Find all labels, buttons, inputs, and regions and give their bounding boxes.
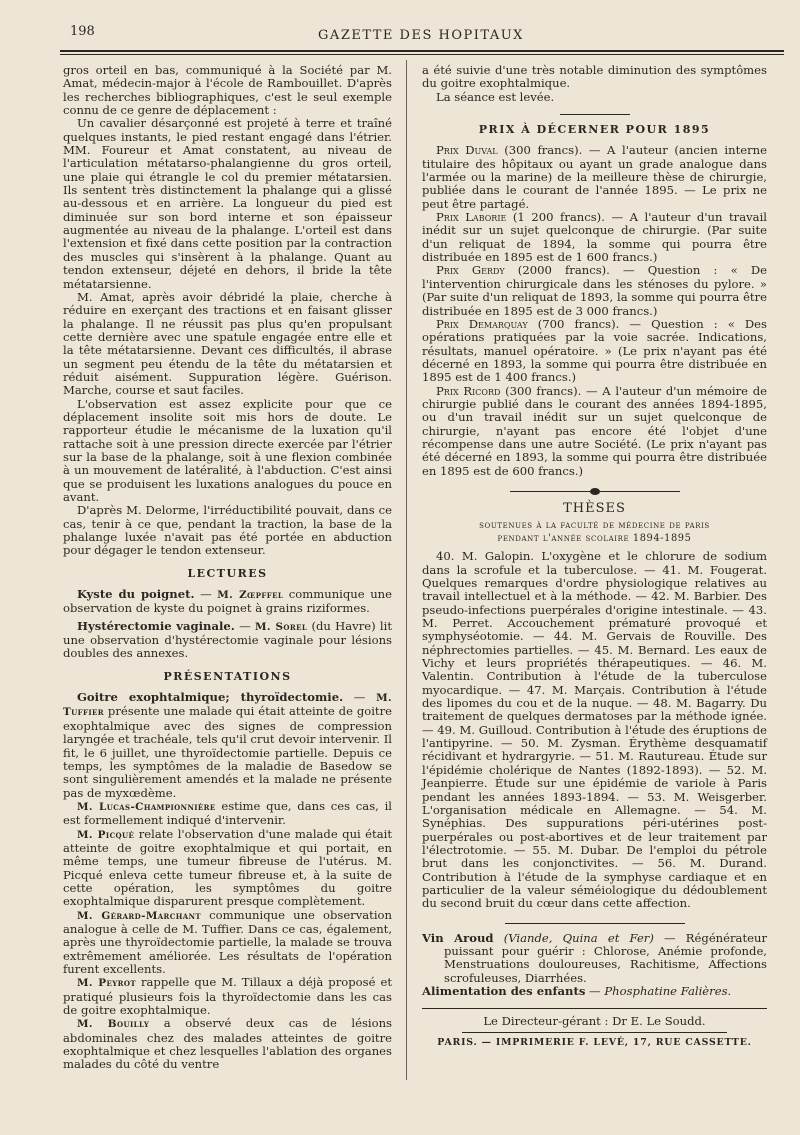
author-name: M. Picqué (77, 828, 135, 841)
paragraph: Un cavalier désarçonné est projeté à terre et traîné quelques instants, le pied restant engagé dans l'étrier. MM. Foureur et Amat constatent, au niveau de l'articulation métatarso-phalangienne du gros orteil, une plaie qui étrangle le col du premier métatarsien. Ils sentent très distinctement la phalange qui a glissé au-dessous et en arrière. La longueur du pied est diminuée sur son bord interne et son épaisseur augmentée au niveau de la phalange. L'orteil est dans l'extension et fixé dans cette position par la contraction des muscles qui s'insèrent à la phalange. Quant au tendon extenseur, déjeté en dehors, il bride la tête métatarsienne. (63, 116, 392, 291)
entry-peyrot: M. Peyrot rappelle que M. Tillaux a déjà proposé et pratiqué plusieurs fois la thyroïdectomie dans les cas de goitre exophtalmique. (63, 975, 392, 1018)
prix-demarquay: Prix Demarquay (700 francs). — Question : « Des opérations pratiquées par la voie sacrée. Indications, résultats, manuel opératoire. » (Le prix n'ayant pas été décerné en 1893, la somme qui pourra être distribuée en 1895 est de 1 400 francs.) (422, 316, 767, 385)
paragraph: gros orteil en bas, communiqué à la Société par M. Amat, médecin-major à l'école de Rambouillet. D'après les recherches bibliographiques, c'est le seul exemple connu de ce genre de déplacement : (63, 63, 392, 118)
author-name: M. Gérard-Marchant (77, 909, 201, 922)
ad-rule (505, 923, 685, 924)
prize-name: Prix Duval (436, 143, 498, 158)
journal-title: GAZETTE DES HOPITAUX (318, 28, 524, 43)
author-name: M. Sorel (254, 620, 308, 633)
paragraph: L'observation est assez explicite pour que ce déplacement insolite soit mis hors de doute. Le rapporteur étudie le mécanisme de la luxation qu'il rattache soit à une pression directe exercée par l'étrier sur la base de la phalange, soit à une flexion combinée à un mouvement de latéralité, à l'abduction. C'est ainsi que se produisent les luxations analogues du pouce en avant. (63, 396, 392, 504)
page-number: 198 (70, 24, 95, 39)
entry-lucas: M. Lucas-Championnière estime que, dans ces cas, il est formellement indiqué d'intervenir. (63, 798, 392, 828)
paragraph: M. Amat, après avoir débridé la plaie, cherche à réduire en exerçant des tractions et en faisant glisser la phalange. Il ne réussit pas plus qu'en propulsant cette dernière avec une spatule engagée entre elle et la tête métatarsienne. Devant ces difficultés, il abrase un segment peu étendu de la tête du métatarsien et réduit aisément. Suppuration légère. Guérison. Marche, course et saut faciles. (63, 289, 392, 398)
section-rule (560, 114, 630, 115)
prize-name: Prix Laborie (436, 210, 507, 225)
author-name: M. Peyrot (77, 977, 136, 990)
footer-rule (422, 1008, 767, 1009)
entry-gerard: M. Gérard-Marchant communique une observation analogue à celle de M. Tuffier. Dans ce cas, également, après une thyroïdectomie partielle, la malade se trouva extrêmement améliorée. Les résultats de l'opération furent excellents. (63, 907, 392, 976)
author-name: M. Lucas-Championnière (77, 800, 216, 813)
author-name: M. Zœpffel (217, 589, 284, 602)
prix-gerdy: Prix Gerdy (2000 francs). — Question : « De l'intervention chirurgicale dans les sténoses du pylore. » (Par suite d'un reliquat de 1893, la somme qui pourra être distribuée en 1895 est de 3 000 francs.) (422, 263, 767, 318)
prize-name: Prix Ricord (436, 383, 501, 398)
managing-director: Le Directeur-gérant : Dr E. Le Soudd. (483, 1014, 706, 1029)
printer-rule (462, 1032, 727, 1033)
page-header (60, 22, 782, 46)
entry-picque: M. Picqué relate l'observation d'une malade qui était atteinte de goitre exophtalmique et qui portait, en même temps, une tumeur fibreuse de l'utérus. M. Picqué enleva cette tumeur fibreuse et, à la suite de cette opération, les symptômes du goitre exophtalmique disparurent presque complètement. (63, 826, 392, 909)
entry-title: Goitre exophtalmique; thyroïdectomie. (77, 690, 344, 705)
theses-subtitle-year: pendant l'année scolaire 1894-1895 (497, 533, 692, 545)
column-divider (406, 60, 407, 1080)
prix-duval: Prix Duval (300 francs). — A l'auteur (ancien interne titulaire des hôpitaux ou ayant un grade analogue dans l'armée ou la marine) de la meilleure thèse de chirurgie, publiée dans le courant de l'année 1895. — Le prix ne peut être partagé. (422, 143, 767, 211)
advert-phosphatine: Alimentation des enfants — Phosphatine Falières. (422, 983, 732, 998)
entry-kyste: Kyste du poignet. — M. Zœpffel communique une observation de kyste du poignet à grains riziformes. (63, 587, 392, 616)
theses-title: THÈSES (563, 500, 626, 516)
advert-title: Alimentation des enfants (422, 983, 586, 998)
paragraph: D'après M. Delorme, l'irréductibilité pouvait, dans ce cas, tenir à ce que, pendant la traction, la base de la phalange luxée n'avait pas été portée en abduction pour dégager le tendon extenseur. (63, 503, 392, 558)
theses-list: 40. M. Galopin. L'oxygène et le chlorure de sodium dans la scrofule et la tuberculose. — 41. M. Fougerat. Quelques remarques d'ordre physiologique relatives au travail intellectuel et à la méthode. — 42. M. Barbier. Des pseudo-infections puerpérales d'origine intestinale. — 43. M. Perret. Accouchement prématuré provoqué et symphyséotomie. — 44. M. Gervais de Rouville. Des néphrectomies partielles. — 45. M. Bernard. Les eaux de Vichy et leurs propriétés thérapeutiques. — 46. M. Valentin. Contribution à l'étude de la tuberculose myocardique. — 47. M. Marçais. Contribution à l'étude des lipomes du cou et de la nuque. — 48. M. Bagarry. Du traitement de quelques dermatoses par la méthode ignée. — 49. M. Guilloud. Contribution à l'étude des éruptions de l'antipyrine. — 50. M. Zysman. Érythème desquamatif récidivant et hydrargyrie. — 51. M. Rautureau. Étude sur l'épidémie cholérique de Nantes (1892-1893). — 52. M. Jeanpierre. Étude sur une épidémie de variole à Paris pendant les années 1893-1894. — 53. M. Weisgerber. L'organisation médicale en Allemagne. — 54. M. Synéphias. Des suppurations péri-utérines post-puerpérales ou post-abortives et de leur traitement par l'électrotomie. — 55. M. Dubar. De l'emploi du pétrole brut dans les conjonctivites. — 56. M. Durand. Contribution à l'étude de la symphyse cardiaque et en particulier de la valeur séméiologique du dédoublement du second bruit du cœur dans cette affection. (422, 549, 767, 911)
entry-goitre: Goitre exophtalmique; thyroïdectomie. — M. Tuffier présente une malade qui était atteinte de goitre exophtalmique avec des signes de compression laryngée et trachéale, tels qu'il crut devoir intervenir. Il fit, le 6 juillet, une thyroïdectomie partielle. Depuis ce temps, les symptômes de la maladie de Basedow se sont singulièrement amendés et la malade ne présente pas de myxœdème. (63, 690, 393, 800)
prix-laborie: Prix Laborie (1 200 francs). — A l'auteur d'un travail inédit sur un sujet quelconque de chirurgie. (Par suite d'un reliquat de 1894, la somme qui pourra être distribuée en 1895 est de 1 600 francs.) (422, 210, 767, 265)
advert-vin-aroud: Vin Aroud (Viande, Quina et Fer) — Régénérateur puissant pour guérir : Chlorose, Anémie profonde, Menstruations douloureuses, Rachitisme, Affections scrofuleuses, Diarrhées. (422, 930, 767, 985)
prize-name: Prix Demarquay (436, 316, 528, 331)
paragraph: La séance est levée. (436, 89, 555, 104)
author-name: M. Tuffier (63, 692, 393, 719)
section-heading-presentations: PRÉSENTATIONS (163, 669, 292, 683)
prize-name: Prix Gerdy (436, 263, 505, 278)
entry-hysterectomie: Hystérectomie vaginale. — M. Sorel (du Havre) lit une observation d'hystérectomie vaginale pour lésions doubles des annexes. (63, 618, 393, 661)
printer-line: PARIS. — IMPRIMERIE F. LEVÉ, 17, RUE CASSETTE. (437, 1036, 752, 1048)
advert-title: Vin Aroud (422, 930, 494, 945)
prix-ricord: Prix Ricord (300 francs). — A l'auteur d'un mémoire de chirurgie publié dans le courant des années 1894-1895, ou d'un travail inédit sur un sujet quelconque de chirurgie, n'ayant pas encore été l'objet d'une récompense dans une autre Société. (Le prix n'ayant pas été décerné en 1893, la somme qui pourra être distribuée en 1895 est de 600 francs.) (422, 383, 767, 478)
author-name: M. Bouilly (77, 1018, 150, 1031)
theses-subtitle: soutenues à la faculté de médecine de paris (479, 520, 710, 532)
left-column (63, 64, 392, 1072)
section-heading-prix: PRIX À DÉCERNER POUR 1895 (478, 123, 711, 137)
entry-title: Hystérectomie vaginale. (77, 618, 235, 633)
header-rule-thin (60, 54, 784, 55)
entry-bouilly: M. Bouilly a observé deux cas de lésions abdominales chez des malades atteintes de goitre exophtalmique et chez lesquelles l'ablation des organes malades du côté du ventre (63, 1016, 392, 1072)
section-heading-lectures: LECTURES (187, 566, 268, 580)
header-rule-thick (60, 50, 784, 52)
paragraph: a été suivie d'une très notable diminution des symptômes du goitre exophtalmique. (422, 63, 767, 91)
right-column (422, 64, 767, 1049)
entry-title: Kyste du poignet. (77, 587, 195, 602)
ornament-divider (510, 488, 680, 496)
